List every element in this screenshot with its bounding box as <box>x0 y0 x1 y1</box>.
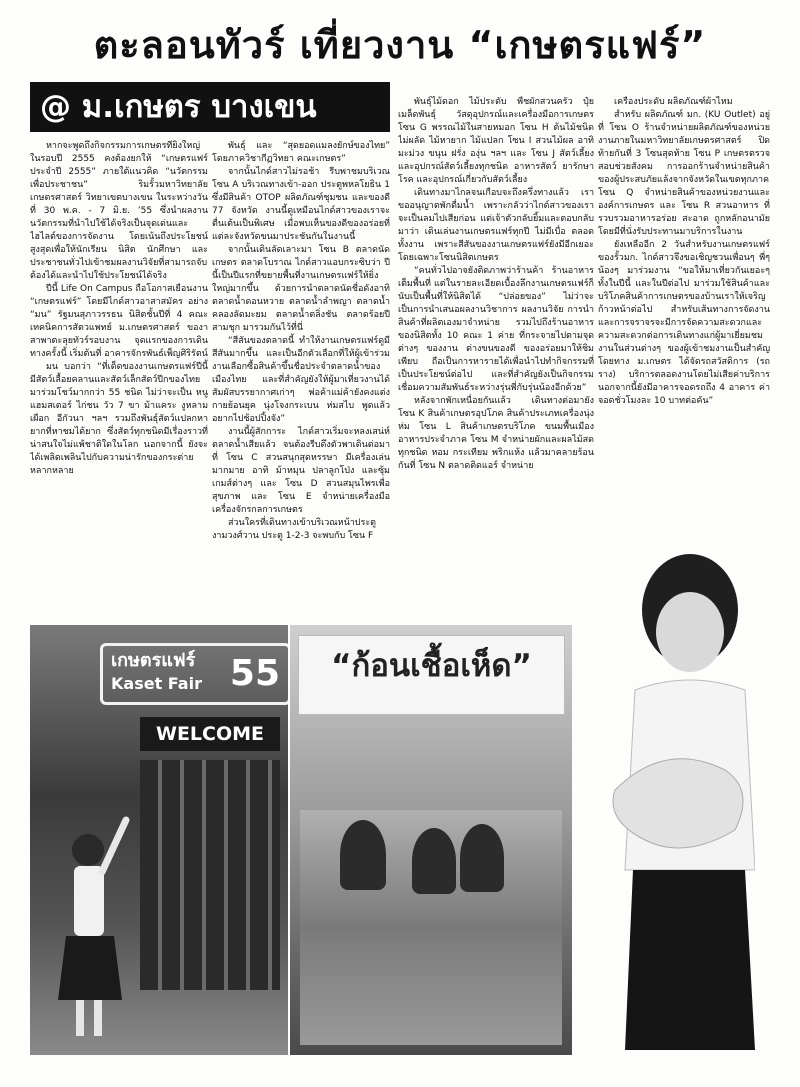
fair-sign-number: 55 <box>229 653 280 694</box>
paragraph: งานนี้ผู้สักการะ ไกด์สาวเริ่มจะหลงเสน่ห์ตลาดน้ำเสียแล้ว จนต้องรีบดึงตัวพาเดินต่อมาที่ โซน C สวนสนุกสุดหรรษา มีเครื่องเล่นมากมาย อาทิ ม้าหมุน ปลาลูกโป่ง และซุ้มเกมส์ต่างๆ และ โซน D สวนสมุนไพรเพื่อสุขภาพ และ โซน E จำหน่ายเครื่องมือเครื่องจักรกลการเกษตร <box>212 427 390 515</box>
photo-fair-entrance <box>30 625 288 1055</box>
article-column-4 <box>598 96 770 506</box>
stall-area <box>300 810 562 1045</box>
paragraph: หากจะพูดถึงกิจกรรมการเกษตรที่ยิ่งใหญ่ในรอบปี 2555 คงต้องยกให้ “เกษตรแฟร์ ประจำปี 2555” ภายใต้แนวคิด “นวัตกรรมเพื่อประชาชน” ริมรั้วมหาวิทยาลัยเกษตรศาสตร์ วิทยาเขตบางเขน ในระหว่างวันที่ 30 พ.ค. - 7 มิ.ย. ’55 ซึ่งนำผลงานนวัตกรรมที่นำไปใช้ได้จริงเป็นจุดเด่นและไฮไลต์ของการจัดงาน โดยเน้นถึงประโยชน์สูงสุดเพื่อให้นักเรียน นิสิต นักศึกษา และประชาชนทั่วไปเข้าชมผลงานวิจัยที่สามารถจับต้องได้และนำไปใช้ประโยชน์ได้จริง <box>30 141 208 281</box>
guide-with-python-figure <box>605 540 755 1050</box>
paragraph: มน บอกว่า “ที่เด็ดของงานเกษตรแฟร์ปีนี้ มีสัตว์เลื้อยคลานและสัตว์เล็กสัตว์ปีกของไทยมาร่วมโชว์มากกว่า 55 ชนิด ไม่ว่าจะเป็น หนูแฮมสเตอร์ ไก่ชน วัว 7 ขา ม้าแคระ งูหลามเผือก อีกัวนา ฯลฯ รวมถึงพันธุ์สัตว์แปลกหายากที่หาชมได้ยาก ซึ่งสัตว์ทุกชนิดมีเรื่องราวที่น่าสนใจไม่แพ้ชาติใดในโลก นอกจากนี้ ยังจะได้เพลิดเพลินไปกับความน่ารักของกระต่ายหลากหลาย <box>30 362 208 476</box>
welcome-sign: WELCOME <box>140 717 280 751</box>
paragraph: “สีสันของตลาดนี้ ทำให้งานเกษตรแฟร์ดูมีสีสันมากขึ้น และเป็นอีกตัวเลือกที่ให้ผู้เข้าร่วมงานเลือกซื้อสินค้าขึ้นชื่อประจำตลาดน้ำของเมืองไทย และที่สำคัญยังให้ผู้มาเที่ยวงานได้สัมผัสบรรยากาศเก่าๆ พ่อค้าแม่ค้ายังคงแต่งกายย้อนยุค นุ่งโจงกระเบน ห่มสไบ พูดแล้วอยากไปช้อปปิ้งจัง” <box>212 336 390 424</box>
entrance-gate <box>140 760 280 990</box>
subheadline-banner: @ ม.เกษตร บางเขน <box>30 82 390 132</box>
fair-sign-thai: เกษตรแฟร์ <box>111 650 196 671</box>
guide-figure <box>52 810 130 1040</box>
paragraph: สำหรับ ผลิตภัณฑ์ มก. (KU Outlet) อยู่ที่ โซน O ร้านจำหน่ายผลิตภัณฑ์ของหน่วยงานภายในมหาวิทยาลัยเกษตรศาสตร์ ปิดท้ายกันที่ 3 โซนสุดท้าย โซน P เกษตรตรวจสอบช่วยสังคม การออกร้านจำหน่ายสินค้าของผู้ประสบภัยแล้งจากจังหวัดในเขตทุกภาค โซน Q จำหน่ายสินค้าของหน่วยงานและองค์การเกษตร และ โซน R สวนอาหาร ที่รวบรวมอาหารอร่อย สะอาด ถูกหลักอนามัย โดยมีที่นั่งรับประทานมาบริการในงาน <box>598 110 770 237</box>
paragraph: ยังเหลืออีก 2 วันสำหรับงานเกษตรแฟร์ของรั้วมก. ไกด์สาวจึงขอเชิญชวนเพื่อนๆ พี่ๆ น้องๆ มาร่วมงาน “ขอให้มาเที่ยวกันเยอะๆ ทั้งในปีนี้ และในปีต่อไป มาร่วมใช้สินค้าและบริโภคสินค้าการเกษตรของบ้านเราให้เจริญก้าวหน้าต่อไป สำหรับเส้นทางการจัดงานและการจราจรจะมีการจัดความสะดวกและความสะดวกต่อการเดินทางแก่ผู้มาเยี่ยมชมงานในส่วนต่างๆ ของผู้เข้าชมงานเป็นสำคัญ โดยทาง ม.เกษตร ได้จัดรถสวัสดิการ (รถราง) บริการตลอดงานโดยไม่เสียค่าบริการ นอกจากนี้ยังมีอาคารจอดรถถึง 4 อาคาร ค่าจอดชั่วโมงละ 10 บาทต่อคัน” <box>598 240 770 406</box>
paragraph: พันธุ์ไม้ดอก ไม้ประดับ พืชผักสวนครัว ปุ๋ย เมล็ดพันธุ์ วัสดุอุปกรณ์และเครื่องมือการเกษตร โซน G พรรณไม้ในสายหมอก โซน H ต้นไม้ชนิดไม่ผลัด ไม้หายาก ไม้แปลก โซน I สวนไม้ผล อาทิ มะม่วง ขนุน ฝรั่ง องุ่น ฯลฯ และ โซน J สัตว์เลี้ยงและอุปกรณ์สัตว์เลี้ยงทุกชนิด อาหารสัตว์ ยารักษาโรค และอุปกรณ์เกี่ยวกับสัตว์เลี้ยง <box>398 97 594 185</box>
vendor-figure <box>412 828 456 894</box>
headline: ตะลอนทัวร์ เที่ยวงาน “เกษตรแฟร์” <box>93 23 707 67</box>
vendor-figure <box>340 820 386 890</box>
paragraph: ปีนี้ Life On Campus ถือโอกาสเยือนงาน “เกษตรแฟร์” โดยมีไกด์สาวอาสาสมัคร อย่าง “มน” รัฐมนสุภาวรรธน นิสิตชั้นปีที่ 4 คณะเทคนิคการสัตวแพทย์ ม.เกษตรศาสตร์ ของาสาพาตะลุยทัวร์รอบงาน จุดแรกของการเดินทางครั้งนี้ เริ่มต้นที่ อาคารจักรพันธ์เพ็ญศิริรัตน์ <box>30 284 208 359</box>
paragraph: ส่วนใครที่เดินทางเข้าบริเวณหน้าประตูงามวงศ์วาน ประตู 1-2-3 จะพบกับ โซน F <box>212 518 377 541</box>
paragraph: เครื่องประดับ ผลิตภัณฑ์ผ้าไหม <box>614 97 733 107</box>
fair-sign <box>100 643 288 705</box>
paragraph: จากนั้นไกด์สาวไม่รอช้า รีบพาชมบริเวณ โซน A บริเวณทางเข้า-ออก ประตูพหลโยธิน 1 ซึ่งมีสินค้า OTOP ผลิตภัณฑ์ชุมชน และของดี 77 จังหวัด งานนี้ดูเหมือนไกด์สาวของเราจะตื่นเต้นเป็นพิเศษ เมื่อพบเห็นของดีของอร่อยที่แต่ละจังหวัดขนมาประชันกันในงานนี้ <box>212 167 390 242</box>
paragraph: “คนทั่วไปอาจยังติดภาพว่าร้านค้า ร้านอาหาร เต็มพื้นที่ แต่ในรายละเอียดเบื้องลึกงานเกษตรแฟร์ก็นับเป็นพื้นที่ให้นิสิตได้ “ปล่อยของ” ไม่ว่าจะเป็นการนำเสนอผลงานวิชาการ ผลงานวิจัย การนำสินค้าที่ผลิตเองมาจำหน่าย รวมไปถึงร้านอาหารของนิสิตทั้ง 10 คณะ 1 ค่าย ที่กระจายไปตามจุดต่างๆ ของงาน ต่างขนของดี ของอร่อยมาให้ชิมเพียบ ถือเป็นการหารายได้เพื่อนำไปทำกิจกรรมที่เป็นประโยชน์ต่อไป และที่สำคัญยังเป็นกิจกรรมเชื่อมความสัมพันธ์ระหว่างรุ่นพี่กับรุ่นน้องอีกด้วย” <box>398 266 594 393</box>
article-column-2 <box>212 140 390 618</box>
article-column-1 <box>30 140 208 618</box>
photo-guide-with-snake <box>555 500 770 1055</box>
paragraph: จากนั้นเดินลัดเลาะมา โซน B ตลาดนัดเกษตร ตลาดโบราณ ไกด์สาวแอบกระซิบว่า ปีนี้เป็นปีแรกที่ขยายพื้นที่งานเกษตรแฟร์ให้ยิ่งใหญ่มากขึ้น ด้วยการนำตลาดนัดชื่อดังอาทิ ตลาดน้ำดอนหวาย ตลาดน้ำลำพญา ตลาดน้ำคลองลัดมะยม ตลาดน้ำตลิ่งชัน ตลาดร้อยปีสามชุก มารวมกันไว้ที่นี่ <box>212 245 390 333</box>
paragraph: หลังจากพักเหนื่อยกันแล้ว เดินทางต่อมายัง โซน K สินค้าเกษตรอุปโภค สินค้าประเภทเครื่องนุ่งห่ม โซน L สินค้าเกษตรบริโภค ขนมพื้นเมือง อาหารประจำภาค โซน M จำหน่ายผักและผลไม้สดทุกชนิด หอม กระเทียม พริกแห้ง แล้วมาคลายร้อนกันที่ โซน N ตลาดติดแอร์ จำหน่าย <box>398 396 594 471</box>
vendor-figure <box>460 824 504 892</box>
photo-mushroom-stall <box>290 625 572 1055</box>
paragraph: พันธุ์ และ “สุดยอดแมลงยักษ์ของไทย” โดยภาควิชากีฏวิทยา คณะเกษตร” <box>212 141 390 164</box>
stall-banner: “ก้อนเชื้อเห็ด” <box>298 635 565 715</box>
fair-sign-english: Kaset Fair <box>111 674 202 693</box>
paragraph: เดินทางมาไกลจนเกือบจะถึงครึ่งทางแล้ว เราขออนุญาตพักดื่มน้ำ เพราะกลัวว่าไกด์สาวของเราจะเป็นลมไปเสียก่อน แต่เจ้าตัวกลับยิ้มและตอบกลับมาว่า เดินเล่นงานเกษตรแฟร์ทุกปี ไม่มีเบื่อ ตลอดทั้งงาน เพราะสีสันของงานเกษตรแฟร์ยังมีอีกเยอะ โดยเฉพาะโซนนิสิตเกษตร <box>398 188 594 263</box>
